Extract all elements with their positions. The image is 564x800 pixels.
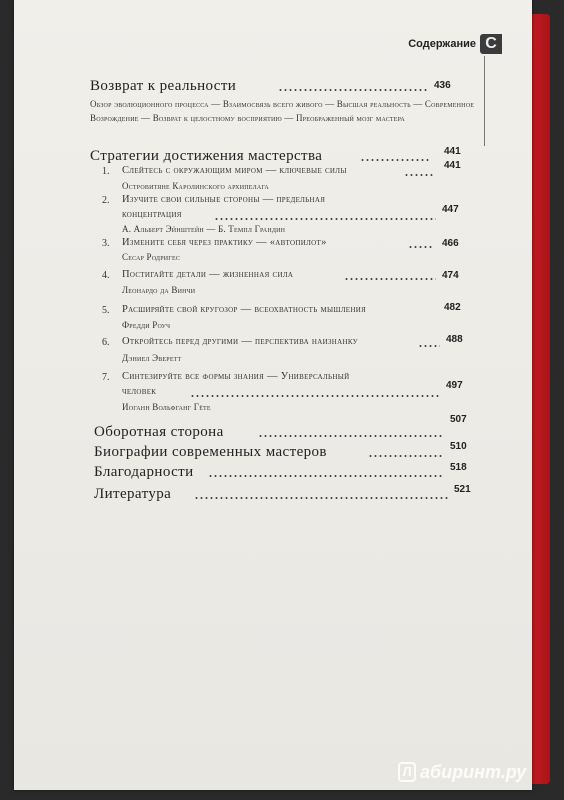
toc-section-title: Благодарности [94,464,194,480]
toc-item-number: 3. [102,238,110,249]
toc-item-number: 7. [102,372,110,383]
toc-item-title-continued: человек [122,386,157,397]
toc-item-person: Дэниел Эверетт [122,353,182,363]
toc-page-number: 447 [442,204,459,215]
toc-section-title: Биографии современных мастеров [94,444,327,460]
leader-dots [408,246,434,248]
toc-page-number: 510 [450,441,467,452]
toc-page-number: 436 [434,80,451,91]
toc-page-number: 466 [442,238,459,249]
toc-page-number: 497 [446,380,463,391]
toc-section-title: Возврат к реальности [90,78,237,94]
toc-item-title: Постигайте детали — жизненная сила [122,269,294,280]
toc-item-person: Сесар Родригес [122,252,181,262]
toc-item-number: 1. [102,166,110,177]
toc-page-number: 474 [442,270,459,281]
toc-item-person: Иоганн Вольфганг Гёте [122,402,211,412]
toc-item-title: Изучите свои сильные стороны — предельная [122,194,326,205]
toc-page-number: 507 [450,414,467,425]
toc-page-number: 441 [444,160,461,171]
toc-item-person: Фредди Роуч [122,320,171,330]
toc-item-title: Расширяйте свой кругозор — всеохватность мышления [122,304,367,315]
running-header: Содержание [408,38,476,50]
toc-item-number: 2. [102,195,110,206]
toc-page-number: 482 [444,302,461,313]
toc-page-number: 441 [444,146,461,157]
toc-item-number: 6. [102,337,110,348]
toc-item-title: Измените себя через практику — «автопилот» [122,237,327,248]
toc-item-person: А. Альберт Эйнштейн — Б. Темпл Грандин [122,224,286,234]
leader-dots [214,218,436,220]
toc-section-subtopics: Обзор эволюционного процесса — Взаимосвязь всего живого — Высшая реальность — Современное Возрождение — Возврат к целостному восприятию — Преображенный мозг мастера [90,99,475,123]
watermark-text: абиринт.ру [420,762,527,782]
leader-dots [190,395,440,397]
leader-dots [368,455,444,457]
leader-dots [404,174,434,176]
leader-dots [194,497,450,499]
toc-section-title: Оборотная сторона [94,424,224,440]
toc-item-title: Откройтесь перед другими — перспектива наизнанку [122,336,358,347]
toc-item-number: 4. [102,270,110,281]
leader-dots [208,475,444,477]
leader-dots [344,278,436,280]
leader-dots [258,435,444,437]
toc-page-number: 518 [450,462,467,473]
toc-section-title: Стратегии достижения мастерства [90,148,323,164]
leader-dots [278,89,428,91]
toc-section-title: Литература [94,486,172,502]
toc-item-title: Синтезируйте все формы знания — Универсальный [122,371,350,382]
book-page [14,0,532,790]
toc-item-number: 5. [102,305,110,316]
toc-page-number: 488 [446,334,463,345]
toc-page-number: 521 [454,484,471,495]
toc-item-title: Слейтесь с окружающим миром — ключевые силы [122,165,347,176]
leader-dots [360,159,430,161]
chapter-tab: C [480,34,502,54]
leader-dots [418,345,440,347]
labirint-logo-icon: Л [398,762,416,782]
toc-item-title-continued: концентрация [122,209,182,220]
toc-item-person: Островитяне Каролинского архипелага [122,181,269,191]
toc-item-person: Леонардо да Винчи [122,285,196,295]
